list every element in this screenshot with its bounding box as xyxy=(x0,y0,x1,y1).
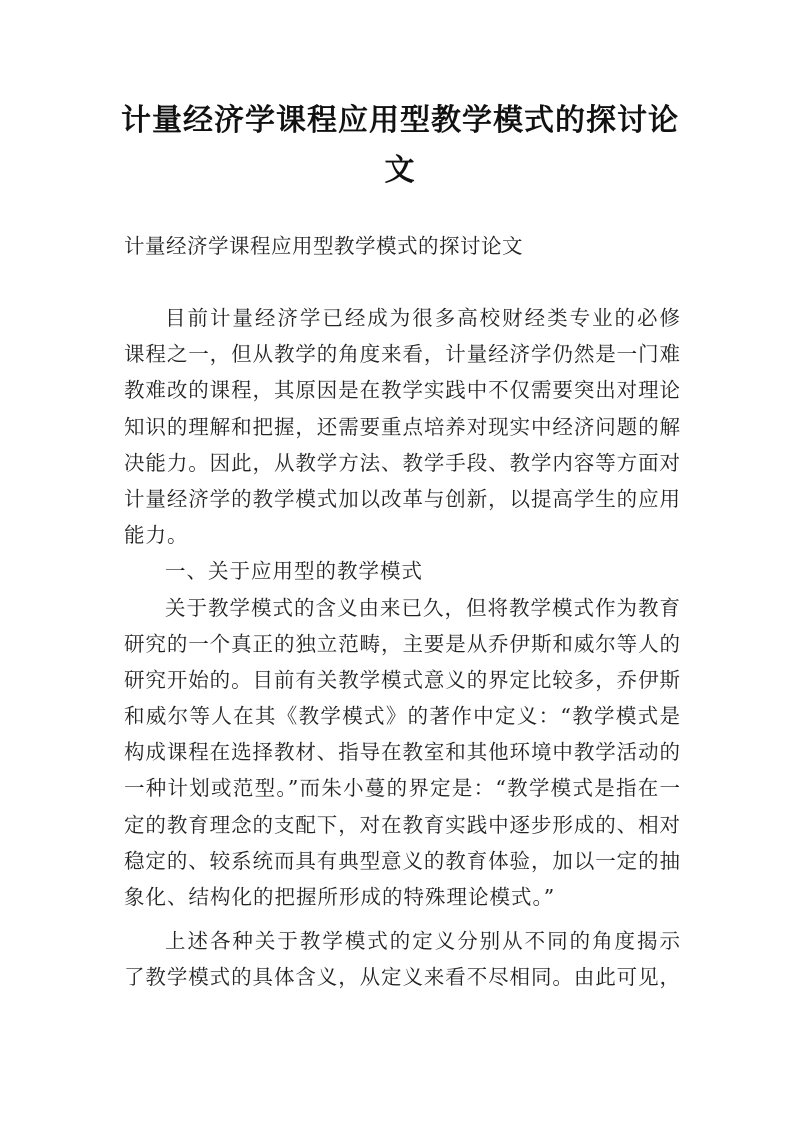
body-line: 稳定的、较系统而具有典型意义的教育体验，加以一定的抽 xyxy=(124,848,680,873)
document-title xyxy=(100,96,700,196)
body-line: 课程之一，但从教学的角度来看，计量经济学仍然是一门难 xyxy=(124,342,680,367)
document-title-line-1: 计量经济学课程应用型教学模式的探讨论 xyxy=(121,103,679,138)
document-body xyxy=(124,300,680,996)
body-line: 能力。 xyxy=(124,523,189,548)
body-line: 了教学模式的具体含义，从定义来看不尽相同。由此可见， xyxy=(124,965,680,990)
paragraph-gap xyxy=(124,915,680,923)
section-heading: 一、关于应用型的教学模式 xyxy=(165,559,423,584)
body-line: 构成课程在选择教材、指导在教室和其他环境中教学活动的 xyxy=(124,740,680,765)
body-line: 知识的理解和把握，还需要重点培养对现实中经济问题的解 xyxy=(124,414,680,439)
body-line: 教难改的课程，其原因是在教学实践中不仅需要突出对理论 xyxy=(124,378,680,403)
body-line: 研究开始的。目前有关教学模式意义的界定比较多，乔伊斯 xyxy=(124,667,680,692)
body-line: 研究的一个真正的独立范畴，主要是从乔伊斯和威尔等人的 xyxy=(124,631,680,656)
document-title-line-2: 文 xyxy=(384,153,416,188)
body-line: 计量经济学的教学模式加以改革与创新，以提高学生的应用 xyxy=(124,486,680,511)
body-line: 一种计划或范型。”而朱小蔓的界定是：“教学模式是指在一 xyxy=(124,776,680,801)
document-subtitle: 计量经济学课程应用型教学模式的探讨论文 xyxy=(124,234,523,258)
body-line: 定的教育理念的支配下，对在教育实践中逐步形成的、相对 xyxy=(124,812,680,837)
body-line: 和威尔等人在其《教学模式》的著作中定义：“教学模式是 xyxy=(124,704,680,729)
body-line: 象化、结构化的把握所形成的特殊理论模式。” xyxy=(124,885,556,909)
body-line: 决能力。因此，从教学方法、教学手段、教学内容等方面对 xyxy=(124,450,680,475)
body-line: 关于教学模式的含义由来已久，但将教学模式作为教育 xyxy=(165,595,680,620)
body-line: 上述各种关于教学模式的定义分别从不同的角度揭示 xyxy=(165,929,680,954)
body-line: 目前计量经济学已经成为很多高校财经类专业的必修 xyxy=(165,306,680,330)
